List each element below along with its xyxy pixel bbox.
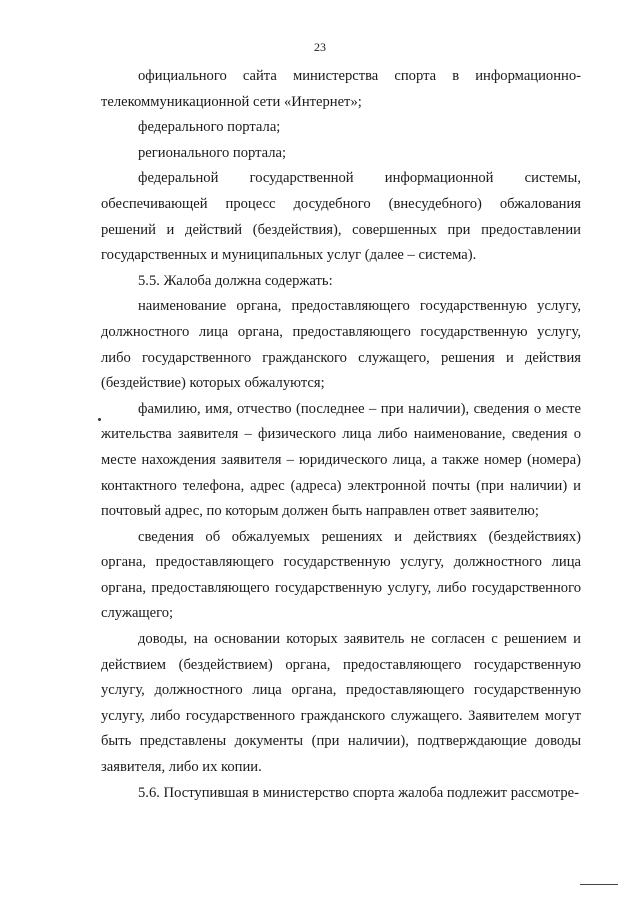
document-body <box>101 64 581 806</box>
margin-dot <box>98 418 101 421</box>
paragraph-section-5-6: 5.6. Поступившая в министерство спорта жалоба подлежит рассмотре- <box>138 784 579 801</box>
paragraph-arguments: доводы, на основании которых заявитель не согласен с решением и действием (бездействием) органа, предоставляющего государственную услугу, должностного лица органа, предоставляющего государственную услугу, либо государственного гражданского служащего. Заявителем могут быть представлены документы (при наличии), подтверждающие доводы заявителя, либо их копии. <box>101 631 581 776</box>
paragraph-appealed-decisions: сведения об обжалуемых решениях и действиях (бездействиях) органа, предоставляющего государственную услугу, должностного лица органа, предоставляющего государственную услугу, либо государственного служащего; <box>101 528 581 622</box>
paragraph-federal-system: федеральной государственной информационной системы, обеспечивающей процесс досудебного (внесудебного) обжалования решений и действий (бездействия), совершенных при предоставлении государственных и муниципальных услуг (далее – система). <box>101 170 581 264</box>
paragraph-section-5-5: 5.5. Жалоба должна содержать: <box>138 272 333 289</box>
paragraph-official-site: официального сайта министерства спорта в информационно-телекоммуникационной сети «Интернет»; <box>101 68 581 110</box>
page-number: 23 <box>314 40 326 54</box>
corner-scan-mark <box>580 884 618 885</box>
paragraph-organ-name: наименование органа, предоставляющего государственную услугу, должностного лица органа, предоставляющего государственную услугу, либо государственного гражданского служащего, решения и действия (бездействие) которых обжалуются; <box>101 298 581 392</box>
paragraph-regional-portal: регионального портала; <box>138 144 287 161</box>
paragraph-applicant-info: фамилию, имя, отчество (последнее – при наличии), сведения о месте жительства заявителя – физического лица либо наименование, сведения о месте нахождения заявителя – юридического лица, а также номер (номера) контактного телефона, адрес (адреса) электронной почты (при наличии) и почтовый адрес, по которым должен быть направлен ответ заявителю; <box>101 400 581 520</box>
paragraph-federal-portal: федерального портала; <box>138 119 281 136</box>
